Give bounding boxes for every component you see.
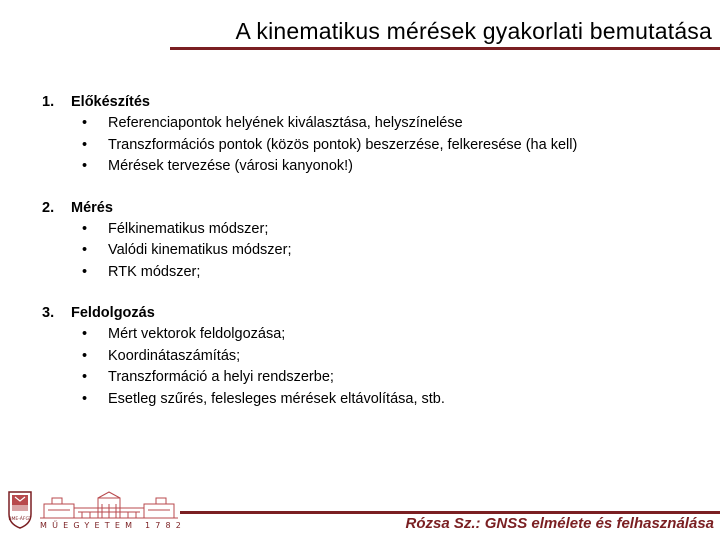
- bullet-list: [42, 219, 702, 284]
- list-item: [42, 346, 702, 368]
- list-item: [42, 135, 702, 157]
- section-heading: [42, 303, 702, 324]
- slide-content: [42, 92, 702, 430]
- list-item: [42, 156, 702, 178]
- list-item-text: RTK módszer;: [108, 263, 201, 280]
- bullet-icon: •: [82, 136, 88, 153]
- list-item: [42, 367, 702, 389]
- list-item: [42, 113, 702, 135]
- bullet-list: [42, 324, 702, 410]
- list-item-text: Félkinematikus módszer;: [108, 220, 269, 237]
- section-preparation: [42, 92, 702, 178]
- list-item-text: Mérések tervezése (városi kanyonok!): [108, 158, 353, 174]
- bullet-list: [42, 113, 702, 178]
- bullet-icon: •: [82, 115, 88, 131]
- svg-text:BME-ÁFGT: BME-ÁFGT: [8, 517, 32, 522]
- section-title: Feldolgozás: [71, 305, 155, 321]
- bullet-icon: •: [82, 369, 88, 385]
- logo-caption: MŰEGYETEM 1782: [40, 521, 187, 530]
- list-item: [42, 262, 702, 284]
- list-item: [42, 219, 702, 241]
- section-measurement: [42, 198, 702, 284]
- footer-text: Rózsa Sz.: GNSS elmélete és felhasználása: [405, 515, 714, 532]
- list-item-text: Mért vektorok feldolgozása;: [108, 326, 286, 342]
- bullet-icon: •: [82, 242, 88, 258]
- section-number: 2.: [42, 199, 55, 216]
- list-item-text: Esetleg szűrés, felesleges mérések eltávolítása, stb.: [108, 390, 445, 407]
- list-item: [42, 240, 702, 262]
- university-crest-icon: [6, 490, 34, 530]
- list-item-text: Transzformációs pontok (közös pontok) beszerzése, felkeresése (ha kell): [108, 136, 578, 153]
- footer-divider: [180, 511, 720, 514]
- slide-title: A kinematikus mérések gyakorlati bemutatása: [235, 18, 712, 44]
- section-number: 3.: [42, 305, 55, 321]
- list-item: [42, 389, 702, 411]
- section-title: Mérés: [71, 199, 113, 216]
- list-item-text: Referenciapontok helyének kiválasztása, helyszínelése: [108, 115, 463, 131]
- bullet-icon: •: [82, 220, 88, 237]
- section-number: 1.: [42, 94, 55, 110]
- list-item-text: Koordinátaszámítás;: [108, 347, 241, 364]
- bullet-icon: •: [82, 158, 88, 174]
- list-item: [42, 324, 702, 346]
- bullet-icon: •: [82, 390, 88, 407]
- bullet-icon: •: [82, 347, 88, 364]
- bullet-icon: •: [82, 263, 88, 280]
- section-heading: [42, 198, 702, 219]
- bullet-icon: •: [82, 326, 88, 342]
- list-item-text: Valódi kinematikus módszer;: [108, 242, 292, 258]
- section-title: Előkészítés: [71, 94, 150, 110]
- section-heading: [42, 92, 702, 113]
- title-divider: [170, 47, 720, 50]
- list-item-text: Transzformáció a helyi rendszerbe;: [108, 369, 334, 385]
- university-building-icon: [38, 490, 180, 520]
- section-processing: [42, 303, 702, 410]
